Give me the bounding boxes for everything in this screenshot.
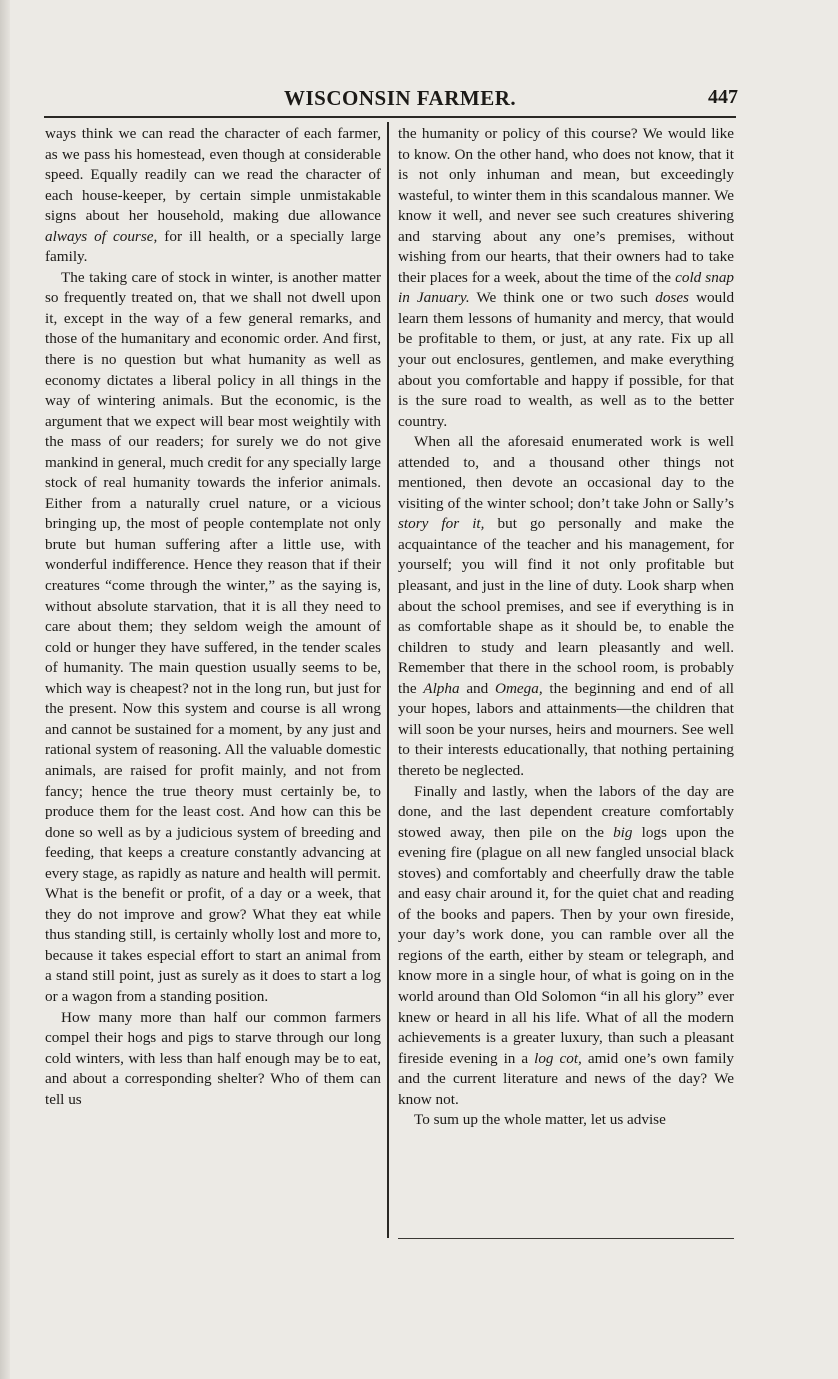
left-column: [45, 124, 381, 1110]
header-rule: [44, 116, 736, 118]
paragraph-text: ways think we can read the character of each farmer, as we pass his homestead, even though at considerable speed. Equally readily can we read the character of each house-keeper, by certain simple unmistakable signs about her household, making due allowance: [45, 125, 381, 225]
paragraph: [398, 124, 734, 432]
paragraph: How many more than half our common farmers compel their hogs and pigs to starve through our long cold winters, with less than half enough may be to eat, and about a corresponding shelter? Who of them can tell us: [45, 1008, 381, 1108]
paragraph: [45, 124, 381, 268]
paragraph: To sum up the whole matter, let us advise: [414, 1111, 666, 1129]
paragraph-text: and: [466, 679, 489, 697]
running-title: WISCONSIN FARMER.: [284, 86, 517, 110]
paragraph-text: We think one or two such: [476, 289, 649, 307]
column-divider: [387, 122, 389, 1238]
paragraph-text: logs upon the evening fire (plague on all new fangled unsocial black stoves) and comfortably and cheerfully draw the table and easy chair around it, for the quiet chat and reading of the books and papers. Then by your own fireside, your day’s work done, you can ramble over all the regions of the earth, either by steam or telegraph, and know more in a single hour, of what is going on in the world around than Old Solomon “in all his glory” ever knew or heard in all his life. What of all the modern achievements is a greater luxury, than such a pleasant fireside evening in a: [398, 823, 735, 1067]
paragraph: The taking care of stock in winter, is another matter so frequently treated on, that we shall not dwell upon it, except in the way of a few general remarks, and those of the humanitary and economic order. And first, there is no question but what humanity as well as economy dictates a liberal policy in all things in the way of wintering animals. But the economic, is the argument that we expect will bear most weightily with the mass of our readers; for surely we do not give mankind in general, much credit for any specially large stock of real humanity towards the inferior animals. Either from a naturally cruel nature, or a vicious bringing up, the most of people contemplate not only brute but human suffering after a little use, with wonderful indifference. Hence they reason that if their creatures “come through the winter,” as the saying is, without absolute starvation, that it is all they need to care about them; they seldom weigh the amount of cold or hunger they have suffered, in the tender scales of humanity. The main question usually seems to be, which way is cheapest? not in the long run, but just for the present. Now this system and course is all wrong and cannot be sustained for a moment, by any just and rational system of reasoning. All the valuable domestic animals, are raised for profit mainly, and not from fancy; hence the true theory must certainly be, to produce them for the least cost. And how can this be done so well as by a judicious system of breeding and feeding, that keeps a creature constantly advancing at every stage, as rapidly as nature and health will permit. What is the benefit or profit, of a day or a week, that they do not improve and grow? What they eat while thus standing still, is certainly wholly lost and more to, because it takes especial effort to start an animal from a stand still point, just as surely as it does to start a log or a wagon from a standing position.: [45, 268, 381, 1005]
paragraph-text: but go personally and make the acquaintance of the teacher and his management, for yourself; you will find it not only profitable but pleasant, and just in the line of duty. Look sharp when about the school premises, and see if everything is in as comfortable shape as it should be, to enable the children to study and learn pleasantly and well. Remember that there in the school room, is probably the: [398, 515, 735, 697]
paragraph-text: the humanity or policy of this course? We would like to know. On the other hand, who does not know, that it is not only inhuman and mean, but exceedingly wasteful, to winter them in this scandalous manner. We know it well, and never see such creatures shivering and starving about any one’s premises, without wishing from our hearts, that their owners had to take their places for a week, about the time of the: [398, 125, 734, 286]
paragraph-text: Finally and lastly, when the labors of the day are done, and the last dependent creature comfortably stowed away, then pile on the: [398, 782, 734, 841]
emphasis-text: doses: [655, 289, 689, 307]
emphasis-text: always of course,: [45, 227, 158, 245]
paragraph-text: for ill health, or a specially large family.: [45, 227, 381, 266]
emphasis-text: log cot,: [534, 1049, 582, 1067]
paragraph-text: the beginning and end of all your hopes, labors and attainments—the children that will soon be your nurses, heirs and mourners. See well to their interests educationally, that nothing pertaining thereto be neglected.: [398, 679, 735, 779]
emphasis-text: big: [613, 823, 633, 841]
paragraph-text: amid one’s own family and the current literature and news of the day? We know not.: [398, 1049, 735, 1108]
emphasis-text: Alpha: [423, 679, 460, 697]
page-header: [280, 86, 740, 116]
emphasis-text: story for it,: [398, 515, 485, 533]
paragraph-text: would learn them lessons of humanity and mercy, that would be profitable to them, or just, at any rate. Fix up all your out enclosures, gentlemen, and make everything about you comfortable and happy if possible, for that is the sure road to wealth, as well as to the better country.: [398, 289, 735, 430]
paragraph: [398, 432, 734, 781]
page-number: 447: [708, 86, 738, 108]
page-binding-edge: [0, 0, 10, 1379]
paragraph-text: When all the aforesaid enumerated work is well attended to, and a thousand other things not mentioned, then devote an occasional day to the visiting of the winter school; don’t take John or Sally’s: [398, 433, 734, 512]
emphasis-text: cold snap in January.: [398, 268, 735, 307]
right-column: [398, 124, 734, 1131]
paragraph: [398, 782, 734, 1111]
footer-rule: [398, 1238, 734, 1239]
emphasis-text: Omega,: [494, 679, 543, 697]
